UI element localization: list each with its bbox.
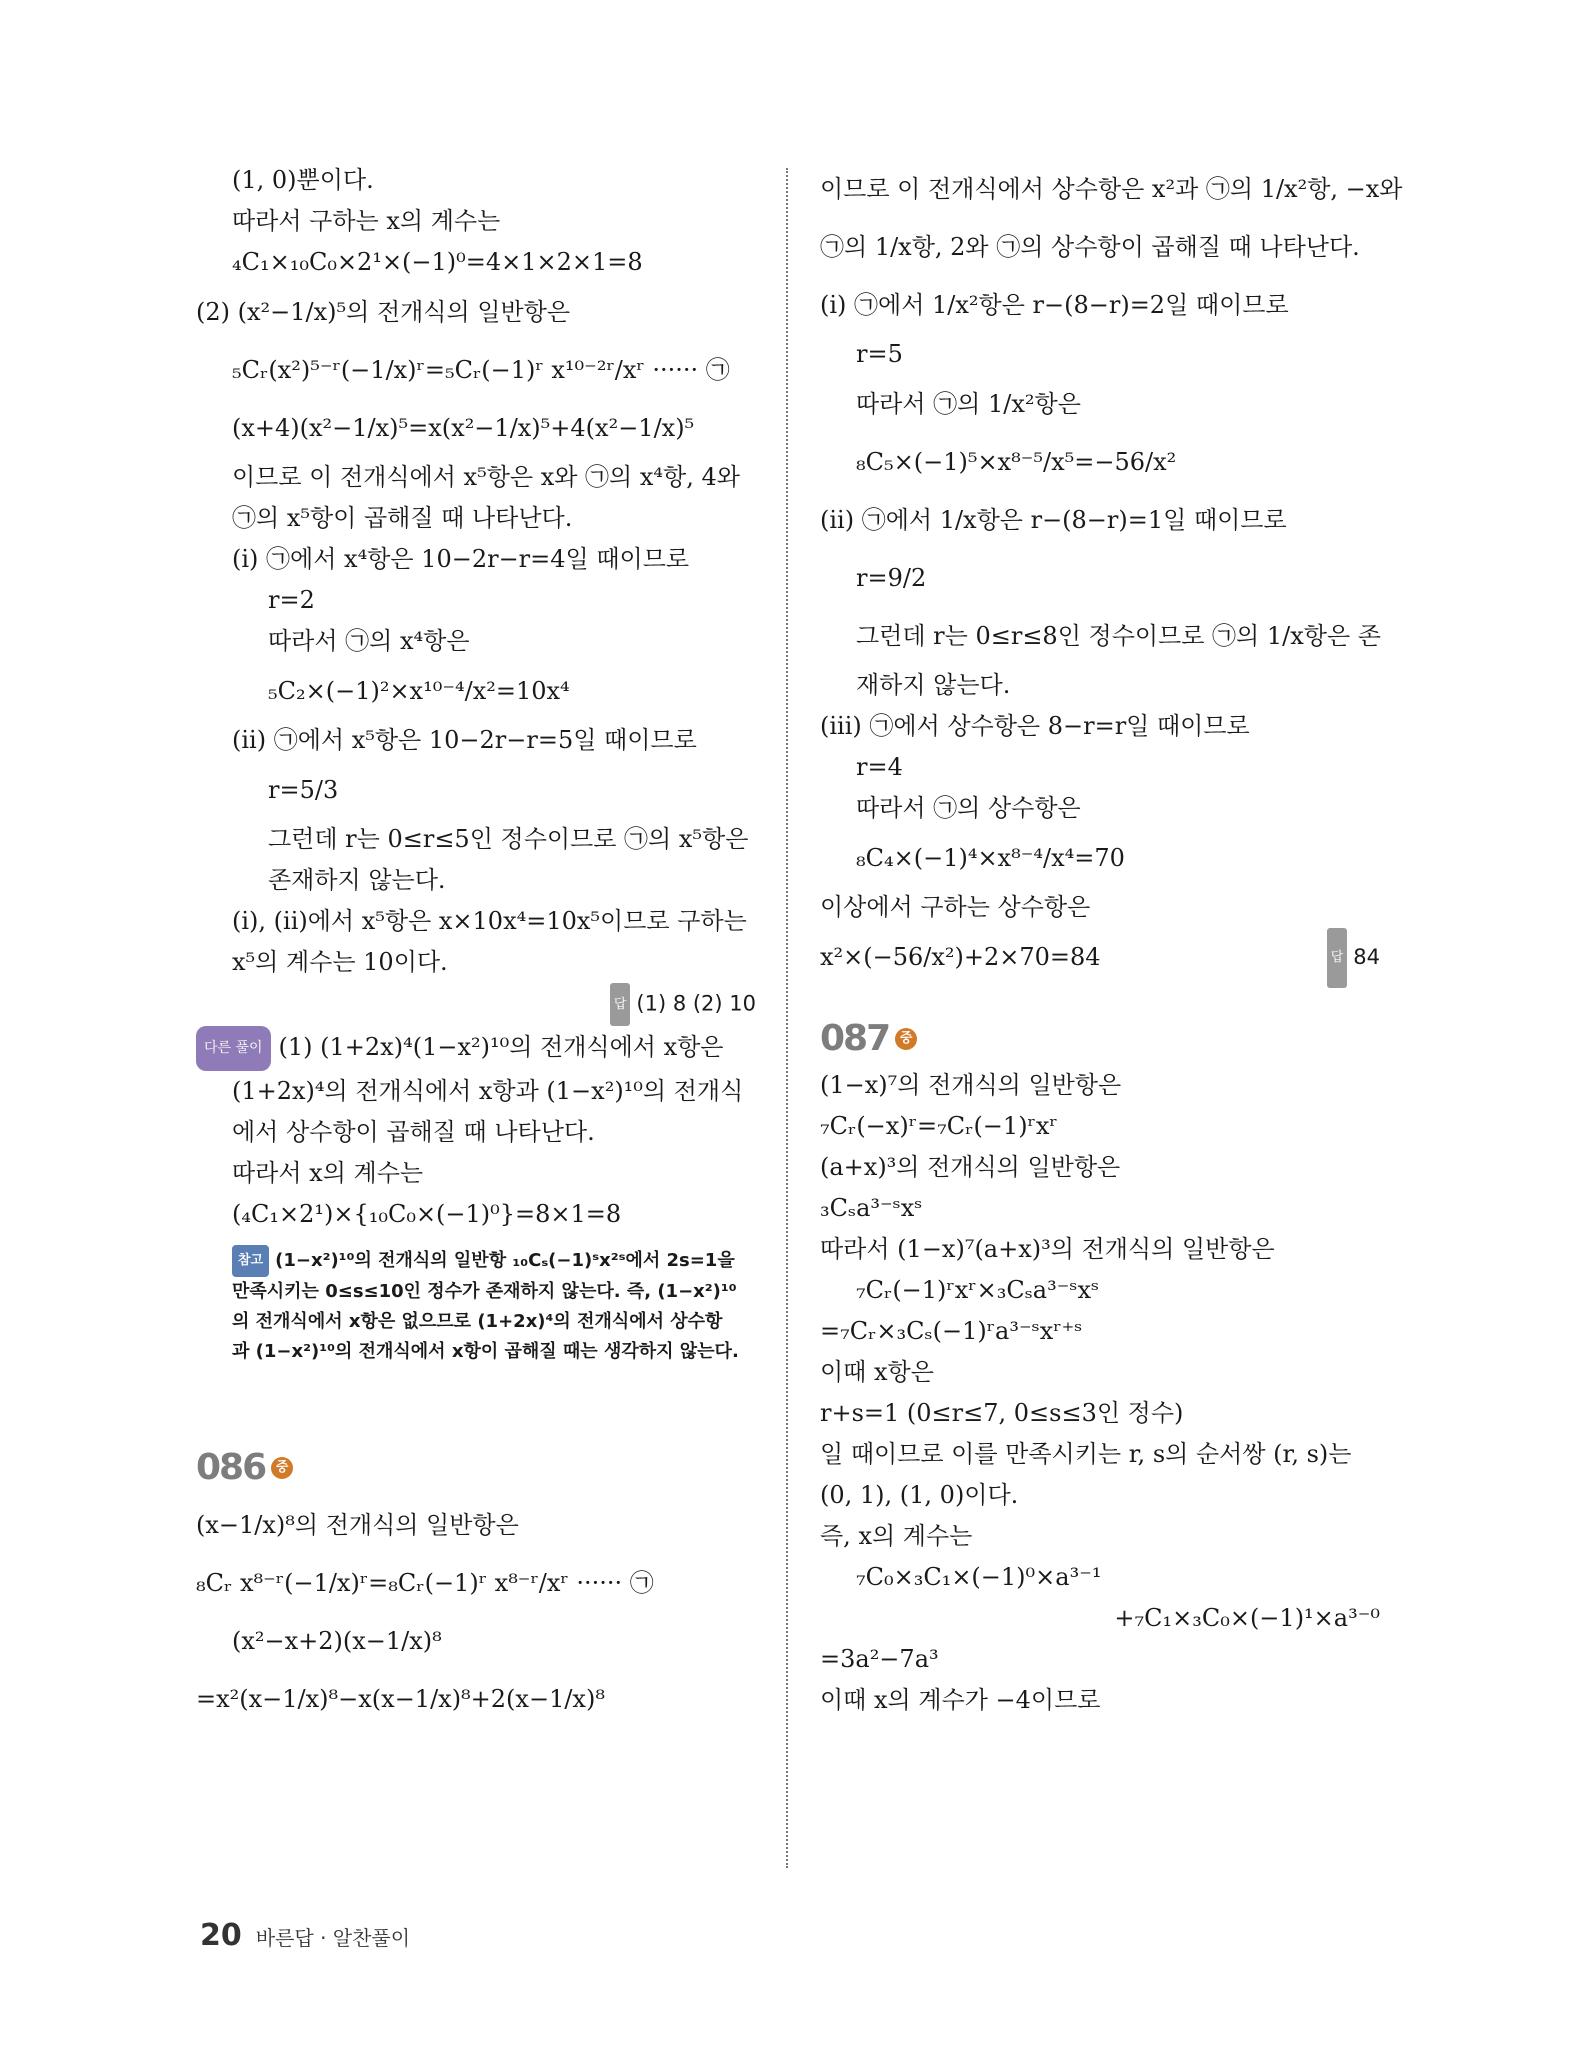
alt-solution-tag: 다른 풀이 bbox=[196, 1026, 271, 1071]
case-heading: (i) ㉠에서 1/x²항은 r−(8−r)=2일 때이므로 bbox=[820, 291, 1289, 319]
text-line: 그런데 r는 0≤r≤5인 정수이므로 ㉠의 x⁵항은 bbox=[268, 825, 749, 853]
math-line: (x+4)(x²−1/x)⁵=x(x²−1/x)⁵+4(x²−1/x)⁵ bbox=[232, 414, 695, 442]
text-line: (1−x)⁷의 전개식의 일반항은 bbox=[820, 1071, 1122, 1099]
left-column bbox=[196, 160, 756, 1728]
text-line: 이상에서 구하는 상수항은 bbox=[820, 893, 1091, 921]
text-line: ㉠의 x⁵항이 곱해질 때 나타난다. bbox=[232, 504, 573, 532]
note-line: 만족시키는 0≤s≤10인 정수가 존재하지 않는다. 즉, (1−x²)¹⁰ bbox=[232, 1281, 737, 1302]
text-line: 일 때이므로 이를 만족시키는 r, s의 순서쌍 (r, s)는 bbox=[820, 1440, 1352, 1468]
part-2-heading: (2) (x²−1/x)⁵의 전개식의 일반항은 bbox=[196, 298, 571, 326]
case-heading: (ii) ㉠에서 1/x항은 r−(8−r)=1일 때이므로 bbox=[820, 506, 1287, 534]
problem-number: 086 bbox=[196, 1447, 266, 1488]
answer-line bbox=[820, 928, 1380, 988]
text-line: 따라서 ㉠의 1/x²항은 bbox=[856, 390, 1081, 418]
text-line: 즉, x의 계수는 bbox=[820, 1522, 973, 1550]
math-line: ₅C₂×(−1)²×x¹⁰⁻⁴/x²=10x⁴ bbox=[268, 677, 570, 705]
difficulty-badge: 중 bbox=[895, 1028, 917, 1050]
text-line: 재하지 않는다. bbox=[856, 671, 1011, 699]
math-line-general-term: ₅Cᵣ(x²)⁵⁻ʳ(−1/x)ʳ=₅Cᵣ(−1)ʳ x¹⁰⁻²ʳ/xʳ ······ ㉠ bbox=[232, 356, 730, 384]
text-line: 존재하지 않는다. bbox=[268, 866, 446, 894]
answer-value: 84 bbox=[1353, 945, 1380, 969]
math-line: r=5/3 bbox=[268, 776, 339, 804]
text-line: 따라서 x의 계수는 bbox=[232, 1159, 424, 1187]
answer-line bbox=[196, 983, 756, 1026]
case-heading: (ii) ㉠에서 x⁵항은 10−2r−r=5일 때이므로 bbox=[232, 726, 697, 754]
answer-badge: 답 bbox=[610, 983, 631, 1026]
text-line: 그런데 r는 0≤r≤8인 정수이므로 ㉠의 1/x항은 존 bbox=[856, 622, 1381, 650]
math-line: (₄C₁×2¹)×{₁₀C₀×(−1)⁰}=8×1=8 bbox=[232, 1200, 622, 1228]
page-footer bbox=[200, 1918, 410, 1953]
math-line: =₇Cᵣ×₃Cₛ(−1)ʳa³⁻ˢxʳ⁺ˢ bbox=[820, 1317, 1083, 1345]
math-line: r=2 bbox=[268, 586, 315, 614]
note-line: 의 전개식에서 x항은 없으므로 (1+2x)⁴의 전개식에서 상수항 bbox=[232, 1311, 723, 1332]
answer-badge: 답 bbox=[1327, 928, 1348, 988]
text-line: (i), (ii)에서 x⁵항은 x×10x⁴=10x⁵이므로 구하는 bbox=[232, 907, 747, 935]
text-line: x⁵의 계수는 10이다. bbox=[232, 948, 448, 976]
text-line: 따라서 (1−x)⁷(a+x)³의 전개식의 일반항은 bbox=[820, 1235, 1275, 1263]
text-line: (0, 1), (1, 0)이다. bbox=[820, 1481, 1019, 1509]
math-line: =x²(x−1/x)⁸−x(x−1/x)⁸+2(x−1/x)⁸ bbox=[196, 1685, 605, 1713]
text-line: (a+x)³의 전개식의 일반항은 bbox=[820, 1153, 1121, 1181]
column-divider bbox=[786, 168, 788, 1868]
math-line: r=5 bbox=[856, 340, 903, 368]
math-line: ₇C₀×₃C₁×(−1)⁰×a³⁻¹ bbox=[856, 1563, 1102, 1591]
case-heading: (iii) ㉠에서 상수항은 8−r=r일 때이므로 bbox=[820, 712, 1250, 740]
alt-solution-line: 다른 풀이 (1) (1+2x)⁴(1−x²)¹⁰의 전개식에서 x항은 bbox=[196, 1026, 756, 1071]
math-line: ₃Cₛa³⁻ˢxˢ bbox=[820, 1194, 923, 1222]
math-line: (x²−x+2)(x−1/x)⁸ bbox=[232, 1627, 442, 1655]
case-heading: (i) ㉠에서 x⁴항은 10−2r−r=4일 때이므로 bbox=[232, 545, 690, 573]
math-line: ₇Cᵣ(−x)ʳ=₇Cᵣ(−1)ʳxʳ bbox=[820, 1112, 1058, 1140]
text-line: (1, 0)뿐이다. bbox=[232, 166, 374, 194]
math-line: ₈C₄×(−1)⁴×x⁸⁻⁴/x⁴=70 bbox=[856, 844, 1125, 872]
text-line: 이때 x의 계수가 −4이므로 bbox=[820, 1686, 1101, 1714]
math-line: ₈C₅×(−1)⁵×x⁸⁻⁵/x⁵=−56/x² bbox=[856, 448, 1177, 476]
book-title: 바른답 · 알찬풀이 bbox=[255, 1926, 411, 1950]
text-line: 이므로 이 전개식에서 상수항은 x²과 ㉠의 1/x²항, −x와 bbox=[820, 175, 1403, 203]
answer-value: (1) 8 (2) 10 bbox=[636, 991, 756, 1016]
text-line: 따라서 구하는 x의 계수는 bbox=[232, 207, 501, 235]
text-line: (1+2x)⁴의 전개식에서 x항과 (1−x²)¹⁰의 전개식 bbox=[232, 1077, 744, 1105]
math-line: +₇C₁×₃C₀×(−1)¹×a³⁻⁰ bbox=[1114, 1604, 1380, 1632]
text-line: 에서 상수항이 곱해질 때 나타난다. bbox=[232, 1118, 595, 1146]
note-tag: 참고 bbox=[232, 1245, 269, 1277]
text-line: 따라서 ㉠의 상수항은 bbox=[856, 794, 1081, 822]
math-line-general-term: ₈Cᵣ x⁸⁻ʳ(−1/x)ʳ=₈Cᵣ(−1)ʳ x⁸⁻ʳ/xʳ ······ ㉠ bbox=[196, 1569, 654, 1597]
text-line: 이므로 이 전개식에서 x⁵항은 x와 ㉠의 x⁴항, 4와 bbox=[232, 463, 740, 491]
math-line: ₇Cᵣ(−1)ʳxʳ×₃Cₛa³⁻ˢxˢ bbox=[856, 1276, 1100, 1304]
note-line: 과 (1−x²)¹⁰의 전개식에서 x항이 곱해질 때는 생각하지 않는다. bbox=[232, 1341, 739, 1362]
note-line: 참고 (1−x²)¹⁰의 전개식의 일반항 ₁₀Cₛ(−1)ˢx²ˢ에서 2s=1을 bbox=[196, 1245, 756, 1277]
problem-087-heading bbox=[820, 1018, 1380, 1059]
problem-number: 087 bbox=[820, 1018, 890, 1059]
right-column bbox=[820, 160, 1403, 1721]
text-line: 이때 x항은 bbox=[820, 1358, 934, 1386]
math-line: (x−1/x)⁸의 전개식의 일반항은 bbox=[196, 1511, 519, 1539]
difficulty-badge: 중 bbox=[271, 1457, 293, 1479]
text-line: 따라서 ㉠의 x⁴항은 bbox=[268, 627, 470, 655]
problem-086-heading bbox=[196, 1447, 756, 1488]
text-line: ㉠의 1/x항, 2와 ㉠의 상수항이 곱해질 때 나타난다. bbox=[820, 233, 1360, 261]
math-line: r=4 bbox=[856, 753, 903, 781]
math-line: =3a²−7a³ bbox=[820, 1645, 939, 1673]
math-line: r+s=1 (0≤r≤7, 0≤s≤3인 정수) bbox=[820, 1399, 1184, 1427]
math-line: ₄C₁×₁₀C₀×2¹×(−1)⁰=4×1×2×1=8 bbox=[232, 248, 643, 276]
math-line: x²×(−56/x²)+2×70=84 bbox=[820, 943, 1101, 971]
page-number: 20 bbox=[200, 1918, 242, 1953]
math-line: r=9/2 bbox=[856, 564, 927, 592]
